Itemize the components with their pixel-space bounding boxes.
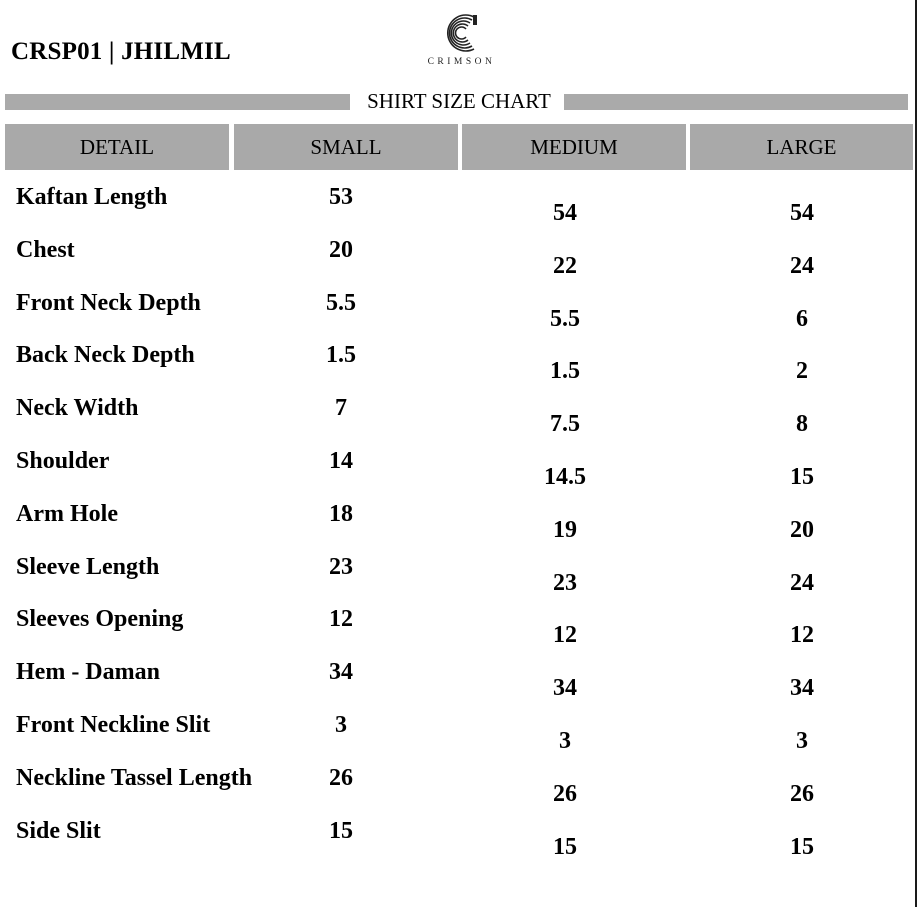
large-value: 24 — [790, 252, 814, 279]
detail-label: Front Neck Depth — [16, 289, 201, 316]
table-row — [0, 499, 917, 552]
table-row — [0, 393, 917, 446]
title-bar-left — [5, 94, 350, 110]
large-value: 15 — [790, 833, 814, 860]
table-row — [0, 182, 917, 235]
large-value: 15 — [790, 463, 814, 490]
medium-value: 5.5 — [550, 305, 580, 332]
detail-label: Front Neckline Slit — [16, 711, 211, 738]
medium-value: 34 — [553, 675, 577, 702]
small-value: 26 — [329, 764, 353, 791]
small-value: 15 — [329, 817, 353, 844]
chart-title-row — [5, 89, 908, 113]
small-value: 1.5 — [326, 342, 356, 369]
large-value: 34 — [790, 675, 814, 702]
detail-label: Back Neck Depth — [16, 342, 195, 369]
medium-value: 7.5 — [550, 411, 580, 438]
product-code: CRSP01 | JHILMIL — [11, 38, 231, 65]
large-value: 12 — [790, 622, 814, 649]
table-row — [0, 816, 917, 869]
detail-label: Hem - Daman — [16, 659, 160, 686]
table-row — [0, 288, 917, 341]
medium-value: 54 — [553, 200, 577, 226]
small-value: 53 — [329, 184, 353, 210]
medium-value: 22 — [553, 252, 577, 279]
table-row — [0, 340, 917, 393]
column-header-detail: DETAIL — [5, 124, 229, 170]
small-value: 18 — [329, 500, 353, 527]
column-header-large: LARGE — [690, 124, 913, 170]
small-value: 5.5 — [326, 289, 356, 316]
detail-label: Kaftan Length — [16, 184, 168, 210]
medium-value: 23 — [553, 569, 577, 596]
table-row — [0, 763, 917, 816]
detail-label: Side Slit — [16, 817, 101, 844]
detail-label: Neckline Tassel Length — [16, 764, 253, 791]
detail-label: Sleeves Opening — [16, 606, 184, 633]
detail-label: Chest — [16, 236, 75, 263]
medium-value: 26 — [553, 780, 577, 807]
large-value: 2 — [796, 358, 808, 385]
medium-value: 15 — [553, 833, 577, 860]
small-value: 20 — [329, 236, 353, 263]
large-value: 24 — [790, 569, 814, 596]
brand-name: CRIMSON — [427, 57, 496, 67]
chart-title: SHIRT SIZE CHART — [367, 89, 551, 113]
table-row — [0, 446, 917, 499]
table-row — [0, 710, 917, 763]
large-value: 3 — [796, 727, 808, 754]
medium-value: 1.5 — [550, 358, 580, 385]
size-table-body — [0, 182, 917, 868]
table-row — [0, 604, 917, 657]
detail-label: Arm Hole — [16, 500, 118, 527]
large-value: 54 — [790, 200, 814, 226]
title-bar-right — [564, 94, 908, 110]
large-value: 26 — [790, 780, 814, 807]
small-value: 3 — [335, 711, 347, 738]
medium-value: 3 — [559, 727, 571, 754]
small-value: 7 — [335, 395, 347, 422]
crimson-logo-icon — [439, 12, 481, 54]
column-header-medium: MEDIUM — [462, 124, 686, 170]
small-value: 23 — [329, 553, 353, 580]
large-value: 8 — [796, 411, 808, 438]
small-value: 12 — [329, 606, 353, 633]
medium-value: 12 — [553, 622, 577, 649]
detail-label: Neck Width — [16, 395, 139, 422]
medium-value: 14.5 — [544, 463, 586, 490]
table-row — [0, 657, 917, 710]
medium-value: 19 — [553, 516, 577, 543]
table-row — [0, 235, 917, 288]
small-value: 34 — [329, 659, 353, 686]
column-header-small: SMALL — [234, 124, 458, 170]
brand-logo — [418, 12, 502, 67]
small-value: 14 — [329, 447, 353, 474]
large-value: 6 — [796, 305, 808, 332]
large-value: 20 — [790, 516, 814, 543]
table-row — [0, 552, 917, 605]
detail-label: Sleeve Length — [16, 553, 160, 580]
detail-label: Shoulder — [16, 447, 110, 474]
